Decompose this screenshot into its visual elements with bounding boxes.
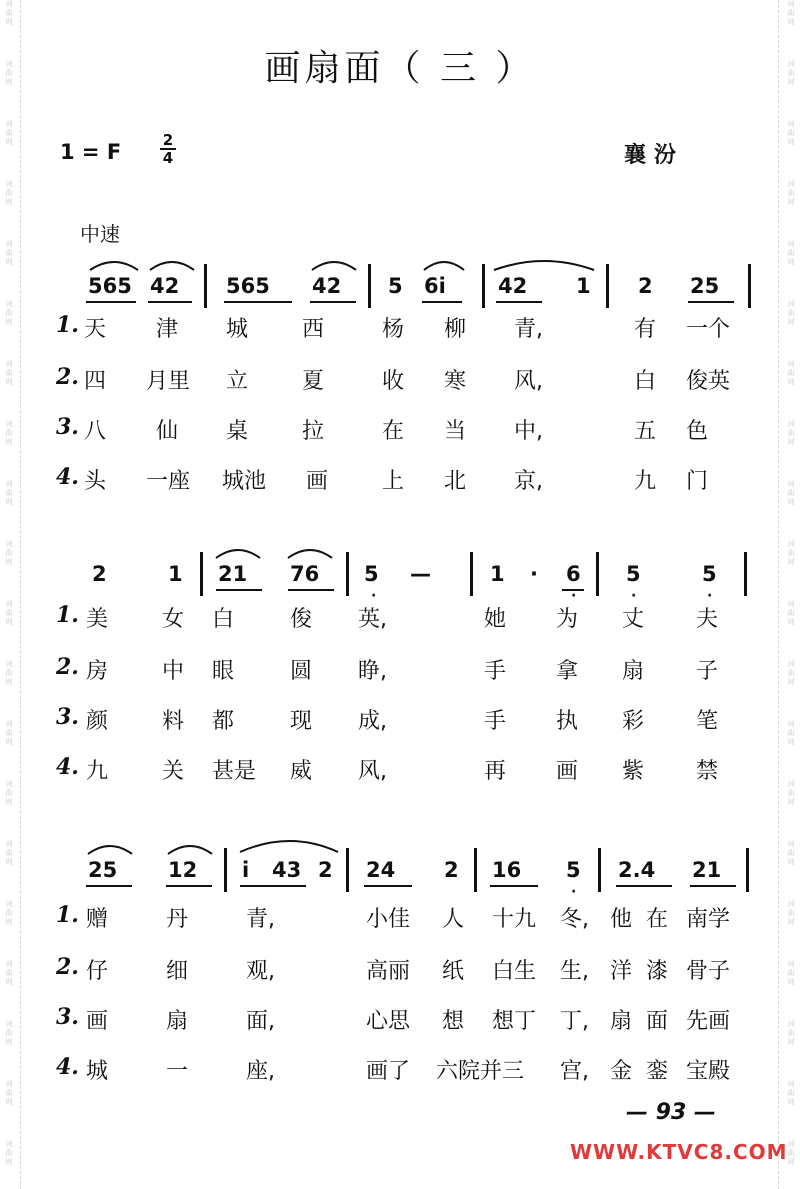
lyric-line-4 [56, 1054, 756, 1084]
lyric-word: 关 [162, 759, 185, 784]
lyric-word: 丈 [622, 607, 645, 632]
lyric-word: 睁, [358, 659, 387, 684]
lyric-line-4 [56, 464, 756, 494]
verse-number: 1. [56, 312, 79, 338]
note-group: 2.4 [618, 858, 656, 882]
verse-number: 2. [56, 654, 79, 680]
note-group: 5 [566, 858, 581, 882]
margin-text: 词 曲 网 [787, 60, 795, 86]
lyric-word: 手 [484, 659, 507, 684]
note-group: 6 [566, 562, 581, 586]
lyric-line-3 [56, 414, 756, 444]
lyric-word: 九 [634, 469, 657, 494]
lyric-word: 赠 [86, 907, 109, 932]
note-group: 565 [226, 274, 270, 298]
lyric-word: 中 [162, 659, 185, 684]
margin-text: 词 曲 网 [787, 960, 795, 986]
low-octave-dot: · [707, 588, 713, 604]
note-group: 1 [490, 562, 505, 586]
note-group: 565 [88, 274, 132, 298]
low-octave-dot: · [371, 588, 377, 604]
lyric-word: 美 [86, 607, 109, 632]
beam [288, 589, 334, 591]
lyric-line-3 [56, 1004, 756, 1034]
lyric-word: 都 [212, 709, 235, 734]
lyric-line-2 [56, 654, 756, 684]
margin-text: 词 曲 网 [5, 240, 13, 266]
lyric-word: 北 [444, 469, 467, 494]
lyric-word: 立 [226, 369, 249, 394]
margin-text: 词 曲 网 [5, 120, 13, 146]
notation-line [0, 540, 800, 604]
verse-number: 1. [56, 602, 79, 628]
margin-text: 词 曲 网 [787, 840, 795, 866]
beam [86, 301, 136, 303]
lyric-line-3 [56, 704, 756, 734]
margin-text: 词 曲 网 [787, 1020, 795, 1046]
key-signature: 1 = F [60, 140, 122, 164]
beam [224, 301, 292, 303]
margin-text: 词 曲 网 [787, 540, 795, 566]
margin-text: 词 曲 网 [787, 360, 795, 386]
lyric-word: 高丽 [366, 959, 411, 984]
lyric-word: 在 [646, 907, 669, 932]
margin-text: 词 曲 网 [787, 300, 795, 326]
beam [616, 885, 672, 887]
margin-text: 词 曲 网 [5, 360, 13, 386]
margin-text: 词 曲 网 [787, 420, 795, 446]
beam [422, 301, 462, 303]
margin-text: 词 曲 网 [5, 480, 13, 506]
lyric-word: 收 [382, 369, 405, 394]
lyric-word: 城 [86, 1059, 109, 1084]
beam [490, 885, 538, 887]
lyric-word: 当 [444, 419, 467, 444]
note-group: 1 [168, 562, 183, 586]
note-group: i [242, 858, 250, 882]
lyric-word: 六院并三 [436, 1059, 525, 1084]
margin-text: 词 曲 网 [787, 180, 795, 206]
margin-text: 词 曲 网 [5, 1080, 13, 1106]
verse-number: 3. [56, 1004, 79, 1030]
lyric-word: 銮 [646, 1059, 669, 1084]
note-group: 24 [366, 858, 396, 882]
lyric-word: 威 [290, 759, 313, 784]
verse-number: 1. [56, 902, 79, 928]
verse-number: 4. [56, 464, 79, 490]
margin-text: 词 曲 网 [5, 300, 13, 326]
barline [470, 552, 473, 596]
note-group: 5 [364, 562, 379, 586]
lyric-line-1 [56, 312, 756, 342]
barline [346, 552, 349, 596]
margin-text: 词 曲 网 [5, 1140, 13, 1166]
margin-text: 词 曲 网 [5, 840, 13, 866]
low-octave-dot: · [571, 588, 577, 604]
lyric-line-1 [56, 602, 756, 632]
notation-line [0, 252, 800, 312]
lyric-line-4 [56, 754, 756, 784]
low-octave-dot: · [571, 884, 577, 900]
lyric-word: 紫 [622, 759, 645, 784]
note-group: 42 [150, 274, 180, 298]
lyric-word: 英, [358, 607, 387, 632]
note-group: 6i [424, 274, 446, 298]
note-group: — [410, 562, 431, 586]
margin-text: 词 曲 网 [787, 1080, 795, 1106]
barline [224, 848, 227, 892]
lyric-word: 柳 [444, 317, 467, 342]
note-group: 12 [168, 858, 198, 882]
lyric-word: 丁, [560, 1009, 589, 1034]
note-group: 21 [218, 562, 248, 586]
margin-text: 词 曲 网 [5, 720, 13, 746]
margin-text: 词 曲 网 [5, 1020, 13, 1046]
note-group: · [530, 562, 538, 586]
lyric-word: 八 [84, 419, 107, 444]
lyric-word: 九 [86, 759, 109, 784]
lyric-word: 夏 [302, 369, 325, 394]
lyric-line-1 [56, 902, 756, 932]
margin-text: 词 曲 网 [787, 1140, 795, 1166]
beam [240, 885, 306, 887]
lyric-word: 先画 [686, 1009, 731, 1034]
margin-text: 词 曲 网 [787, 780, 795, 806]
lyric-word: 他 [610, 907, 633, 932]
slur [84, 836, 140, 858]
lyric-word: 洋 [610, 959, 633, 984]
lyric-word: 上 [382, 469, 405, 494]
lyric-word: 她 [484, 607, 507, 632]
margin-text: 词 曲 网 [5, 780, 13, 806]
lyric-word: 仙 [156, 419, 179, 444]
lyric-word: 城 [226, 317, 249, 342]
lyric-word: 甚是 [212, 759, 257, 784]
note-group: 5 [702, 562, 717, 586]
beam [148, 301, 192, 303]
lyric-word: 成, [358, 709, 387, 734]
lyric-word: 拉 [302, 419, 325, 444]
verse-number: 4. [56, 754, 79, 780]
lyric-word: 细 [166, 959, 189, 984]
site-watermark: WWW.KTVC8.COM [570, 1140, 788, 1164]
margin-text: 词 曲 网 [5, 900, 13, 926]
lyric-word: 人 [442, 907, 465, 932]
lyric-word: 心思 [366, 1009, 411, 1034]
lyric-word: 桌 [226, 419, 249, 444]
barline [606, 264, 609, 308]
margin-text: 词 曲 网 [787, 660, 795, 686]
margin-text: 词 曲 网 [5, 540, 13, 566]
lyric-word: 扇 [166, 1009, 189, 1034]
margin-text: 词 曲 网 [5, 420, 13, 446]
note-group: 1 [576, 274, 591, 298]
lyric-word: 风, [358, 759, 387, 784]
lyric-word: 宫, [560, 1059, 589, 1084]
lyric-word: 颜 [86, 709, 109, 734]
note-group: 2 [318, 858, 333, 882]
lyric-word: 丹 [166, 907, 189, 932]
lyric-word: 面 [646, 1009, 669, 1034]
lyric-word: 画 [306, 469, 329, 494]
lyric-word: 寒 [444, 369, 467, 394]
lyric-word: 青, [246, 907, 275, 932]
time-signature [158, 132, 178, 166]
lyric-word: 座, [246, 1059, 275, 1084]
barline [346, 848, 349, 892]
lyric-word: 骨子 [686, 959, 731, 984]
beam [688, 301, 734, 303]
beam [690, 885, 736, 887]
lyric-word: 杨 [382, 317, 405, 342]
note-group: 5 [626, 562, 641, 586]
note-group: 2 [638, 274, 653, 298]
note-group: 42 [498, 274, 528, 298]
lyric-word: 门 [686, 469, 709, 494]
verse-number: 4. [56, 1054, 79, 1080]
lyric-word: 画 [556, 759, 579, 784]
note-group: 2 [92, 562, 107, 586]
note-group: 5 [388, 274, 403, 298]
lyric-word: 白生 [492, 959, 537, 984]
lyric-word: 想 [442, 1009, 465, 1034]
barline [596, 552, 599, 596]
notation-line [0, 836, 800, 900]
lyric-word: 十九 [492, 907, 537, 932]
margin-text: 词 曲 网 [787, 720, 795, 746]
note-group: 25 [88, 858, 118, 882]
slur [420, 252, 472, 274]
note-group: 2 [444, 858, 459, 882]
barline [744, 552, 747, 596]
slur [86, 252, 146, 274]
lyric-word: 再 [484, 759, 507, 784]
lyric-word: 一座 [146, 469, 191, 494]
lyric-word: 仔 [86, 959, 109, 984]
barline [474, 848, 477, 892]
margin-text: 词 曲 网 [5, 600, 13, 626]
lyric-word: 面, [246, 1009, 275, 1034]
lyric-word: 白 [212, 607, 235, 632]
beam [216, 589, 262, 591]
lyric-word: 宝殿 [686, 1059, 731, 1084]
margin-text: 词 曲 网 [787, 480, 795, 506]
margin-text: 词 曲 网 [787, 900, 795, 926]
barline [598, 848, 601, 892]
lyric-word: 小佳 [366, 907, 411, 932]
lyric-word: 想丁 [492, 1009, 537, 1034]
note-group: 25 [690, 274, 720, 298]
time-signature-bottom: 4 [162, 149, 174, 167]
margin-text: 词 曲 网 [787, 240, 795, 266]
barline [746, 848, 749, 892]
tie [236, 832, 344, 856]
lyric-word: 笔 [696, 709, 719, 734]
lyric-word: 月里 [146, 369, 191, 394]
lyric-word: 料 [162, 709, 185, 734]
margin-text: 词 曲 网 [787, 0, 795, 26]
barline [200, 552, 203, 596]
lyric-word: 城池 [222, 469, 267, 494]
slur [212, 540, 268, 562]
lyric-word: 五 [634, 419, 657, 444]
lyric-word: 中, [514, 419, 543, 444]
lyric-word: 南学 [686, 907, 731, 932]
lyric-word: 子 [696, 659, 719, 684]
barline [368, 264, 371, 308]
lyric-word: 在 [382, 419, 405, 444]
lyric-line-2 [56, 954, 756, 984]
barline [482, 264, 485, 308]
slur [284, 540, 340, 562]
beam [364, 885, 412, 887]
song-title: 画扇面（ 三 ） [264, 48, 536, 89]
lyric-word: 白 [634, 369, 657, 394]
note-group: 43 [272, 858, 302, 882]
lyric-word: 生, [560, 959, 589, 984]
lyric-word: 拿 [556, 659, 579, 684]
lyric-word: 津 [156, 317, 179, 342]
lyric-word: 四 [84, 369, 107, 394]
low-octave-dot: · [631, 588, 637, 604]
lyric-word: 扇 [622, 659, 645, 684]
margin-text: 词 曲 网 [5, 180, 13, 206]
lyric-word: 青, [514, 317, 543, 342]
margin-text: 词 曲 网 [787, 120, 795, 146]
lyric-word: 夫 [696, 607, 719, 632]
beam [310, 301, 356, 303]
lyric-word: 京, [514, 469, 543, 494]
barline [748, 264, 751, 308]
lyric-word: 执 [556, 709, 579, 734]
lyric-word: 女 [162, 607, 185, 632]
tempo-marking: 中速 [80, 222, 120, 246]
note-group: 42 [312, 274, 342, 298]
lyric-word: 禁 [696, 759, 719, 784]
lyric-word: 房 [86, 659, 109, 684]
margin-text: 词 曲 网 [5, 60, 13, 86]
note-group: 16 [492, 858, 522, 882]
verse-number: 3. [56, 414, 79, 440]
lyric-word: 扇 [610, 1009, 633, 1034]
lyric-word: 眼 [212, 659, 235, 684]
lyric-word: 彩 [622, 709, 645, 734]
lyric-word: 一个 [686, 317, 731, 342]
lyric-word: 画了 [366, 1059, 411, 1084]
lyric-word: 一 [166, 1059, 189, 1084]
lyric-line-2 [56, 364, 756, 394]
time-signature-top: 2 [162, 131, 174, 149]
note-group: 76 [290, 562, 320, 586]
margin-text: 词 曲 网 [5, 660, 13, 686]
lyric-word: 俊英 [686, 369, 731, 394]
lyric-word: 纸 [442, 959, 465, 984]
region-label: 襄汾 [624, 142, 685, 168]
lyric-word: 冬, [560, 907, 589, 932]
lyric-word: 俊 [290, 607, 313, 632]
lyric-word: 色 [686, 419, 709, 444]
slur [308, 252, 364, 274]
tie [490, 252, 600, 274]
beam [496, 301, 542, 303]
lyric-word: 天 [84, 317, 107, 342]
lyric-word: 头 [84, 469, 107, 494]
lyric-word: 观, [246, 959, 275, 984]
lyric-word: 为 [556, 607, 579, 632]
lyric-word: 风, [514, 369, 543, 394]
lyric-word: 现 [290, 709, 313, 734]
verse-number: 2. [56, 364, 79, 390]
beam [562, 589, 584, 591]
note-group: 21 [692, 858, 722, 882]
lyric-word: 有 [634, 317, 657, 342]
margin-text: 词 曲 网 [5, 0, 13, 26]
lyric-word: 金 [610, 1059, 633, 1084]
slur [146, 252, 202, 274]
verse-number: 2. [56, 954, 79, 980]
page-number: — 93 — [626, 1100, 716, 1125]
lyric-word: 西 [302, 317, 325, 342]
beam [166, 885, 212, 887]
lyric-word: 漆 [646, 959, 669, 984]
margin-text: 词 曲 网 [5, 960, 13, 986]
beam [86, 885, 132, 887]
lyric-word: 手 [484, 709, 507, 734]
verse-number: 3. [56, 704, 79, 730]
slur [164, 836, 220, 858]
barline [204, 264, 207, 308]
margin-text: 词 曲 网 [787, 600, 795, 626]
lyric-word: 画 [86, 1009, 109, 1034]
lyric-word: 圆 [290, 659, 313, 684]
